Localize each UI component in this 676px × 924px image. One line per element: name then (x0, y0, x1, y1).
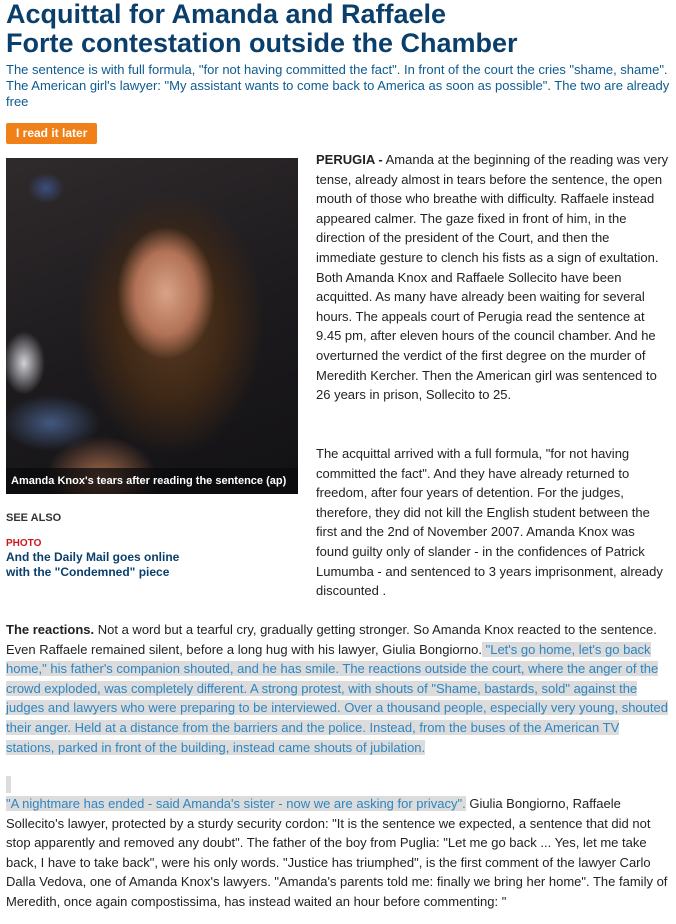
lead-text-1: Amanda at the beginning of the reading was very tense, already almost in tears before the sentence, the open mouth of those who breathe with difficulty. Raffaele instead appeared calmer. The gaze fixed in front of him, in the direction of the president of the Court, and then the immediate gesture to clench his fists as a sign of exultation. Both Amanda Knox and Raffaele Sollecito have been acquitted. As many have already been waiting for several hours. The appeals court of Perugia read the sentence at 9.45 pm, after eleven hours of the council chamber. And he overturned the verdict of the first degree on the murder of Meredith Kercher. Then the American girl was sentenced to 26 years in prison, Sollecito to 25. (316, 152, 669, 403)
selection-highlight-gap (6, 776, 11, 793)
title-line-1: Acquittal for Amanda and Raffaele (6, 0, 447, 29)
article-summary: The sentence is with full formula, "for not having committed the fact". In front of the court the cries "shame, shame". The American girl's lawyer: "My assistant wants to come back to America as soon as possible". The two are already free (6, 62, 670, 109)
article-photo[interactable] (6, 158, 298, 494)
read-later-button[interactable]: I read it later (6, 123, 97, 144)
article-title (6, 0, 670, 58)
reactions-heading: The reactions. (6, 622, 95, 637)
title-line-2: Forte contestation outside the Chamber (6, 28, 518, 58)
dateline: PERUGIA - (316, 152, 383, 167)
see-also-heading: SEE ALSO (6, 512, 62, 524)
reactions-text: Not a word but a tearful cry, gradually getting stronger. So Amanda Knox reacted to the sentence. Even Raffaele remained silent, before a long hug with his lawyer, Giulia Bongiorno. (6, 622, 657, 657)
nightmare-paragraph (6, 794, 670, 912)
lead-paragraph-2: The acquittal arrived with a full formula, "for not having committed the fact". And they have already returned to freedom, after four years of detention. For the judges, therefore, they did not kill the English student between the first and the 2nd of November 2007. Amanda Knox was found guilty only of slander - in the confidences of Patrick Lumumba - and sentenced to 3 years imprisonment, already discounted . (316, 446, 663, 599)
nightmare-text: Giulia Bongiorno, Raffaele Sollecito's lawyer, protected by a sturdy security cordon: "It is the sentence we expected, a sentence that did not stop apparently and removed any doubt". The father of the boy from Puglia: "Let me go back ... Yes, let me take back, I have to take back", were his only words. "Justice has triumphed", is the first comment of the lawyer Carlo Dalla Vedova, one of Amanda Knox's lawyers. "Amanda's parents told me: finally we bring her home". The family of Meredith, once again compostissima, has instead waited an hour before commenting: " (6, 796, 668, 909)
photo-tag: PHOTO (6, 538, 42, 549)
photo-caption: Amanda Knox's tears after reading the sentence (ap) (6, 468, 298, 494)
related-article-link[interactable]: And the Daily Mail goes online with the "Condemned" piece (6, 550, 180, 579)
reactions-paragraph (6, 620, 670, 757)
reactions-highlighted-text: "Let's go home, let's go back home," his father's companion shouted, and he has smile. The reactions outside the court, where the anger of the crowd exploded, was completely different. A strong protest, with shouts of "Shame, bastards, sold" against the judges and lawyers who were preparing to be interviewed. Over a thousand people, especially very young, shouted their anger. Held at a distance from the barriers and the police. Instead, from the buses of the American TV stations, parked in front of the building, instead came shouts of jubilation. (6, 641, 668, 755)
nightmare-highlighted-text: "A nightmare has ended - said Amanda's sister - now we are asking for privacy". (6, 796, 466, 811)
lead-paragraph-1 (316, 150, 670, 405)
